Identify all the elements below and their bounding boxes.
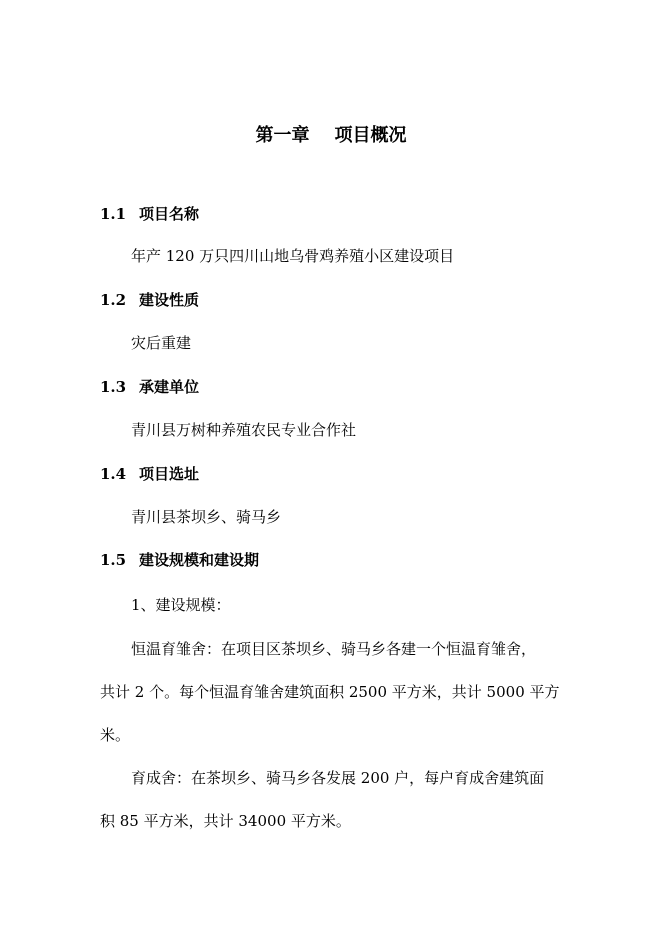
section-content-construction-nature: 灾后重建	[131, 334, 192, 352]
section-number: 1.2	[100, 291, 127, 309]
chapter-title: 第一章 项目概况	[255, 125, 407, 146]
section-number: 1.4	[100, 465, 127, 483]
section-title: 项目名称	[139, 205, 200, 223]
section-heading-1-5	[100, 550, 259, 570]
section-title: 建设规模和建设期	[139, 551, 260, 569]
section-content-contractor: 青川县万树种养殖农民专业合作社	[131, 421, 357, 439]
section-number: 1.5	[100, 551, 127, 569]
section-heading-1-1	[100, 204, 199, 224]
nursery-paragraph-line-1: 恒温育雏舍：在项目区茶坝乡、骑马乡各建一个恒温育雏舍，	[131, 640, 537, 658]
section-number: 1.1	[100, 205, 127, 223]
section-content-site: 青川县茶坝乡、骑马乡	[131, 508, 282, 526]
section-number: 1.3	[100, 378, 127, 396]
section-heading-1-3	[100, 377, 199, 397]
nursery-paragraph-line-2: 共计 2 个。每个恒温育雏舍建筑面积 2500 平方米，共计 5000 平方	[100, 683, 560, 701]
section-title: 项目选址	[139, 465, 200, 483]
nursery-paragraph-line-3: 米。	[100, 726, 131, 744]
finishing-paragraph-line-1: 育成舍：在茶坝乡、骑马乡各发展 200 户，每户育成舍建筑面	[131, 769, 545, 787]
finishing-paragraph-line-2: 积 85 平方米，共计 34000 平方米。	[100, 812, 351, 830]
section-heading-1-2	[100, 290, 199, 310]
scale-subheading: 1、建设规模：	[131, 596, 231, 614]
section-title: 承建单位	[139, 378, 200, 396]
section-content-project-name: 年产 120 万只四川山地乌骨鸡养殖小区建设项目	[131, 247, 455, 265]
section-title: 建设性质	[139, 291, 200, 309]
section-heading-1-4	[100, 464, 199, 484]
